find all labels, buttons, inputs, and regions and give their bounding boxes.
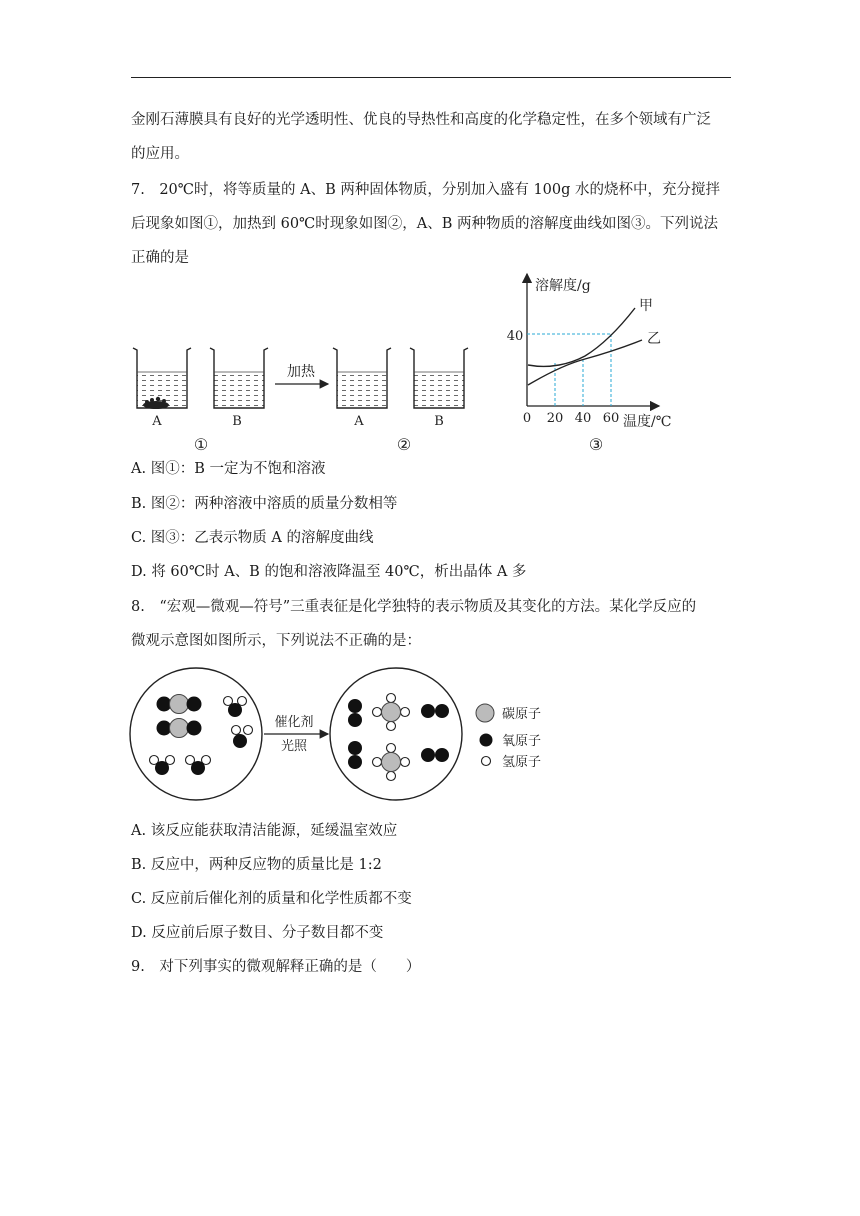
beaker-label-b-1: B <box>232 414 242 429</box>
legend-carbon: 碳原子 <box>502 707 542 722</box>
x-tick-20: 20 <box>546 411 564 426</box>
light-label: 光照 <box>280 739 308 754</box>
hydrogen-atom-icon <box>482 757 491 766</box>
h2o-molecule <box>232 726 253 749</box>
q8-option-b: B. 反应中，两种反应物的质量比是 1:2 <box>131 857 382 873</box>
beaker-label-a-1: A <box>152 414 162 429</box>
h2o-molecule <box>186 756 211 776</box>
co2-molecule <box>157 719 202 738</box>
q8-figure <box>128 662 588 808</box>
legend-oxygen: 氧原子 <box>502 734 542 749</box>
beaker-label-a-2: A <box>354 414 364 429</box>
figure-label-2: ② <box>396 435 412 454</box>
q7-stem-line-2: 后现象如图①，加热到 60℃时现象如图②，A、B 两种物质的溶解度曲线如图③。下列说法 <box>131 216 719 232</box>
products-circle <box>330 668 462 800</box>
q7-option-a: A. 图①：B 一定为不饱和溶液 <box>131 461 326 477</box>
q8-option-d: D. 反应前后原子数目、分子数目都不变 <box>131 925 384 941</box>
co2-molecule <box>157 695 202 714</box>
header-rule <box>131 77 731 78</box>
curve-jia <box>528 308 635 366</box>
legend-hydrogen: 氢原子 <box>502 755 542 770</box>
q8-option-a: A. 该反应能获取清洁能源，延缓温室效应 <box>131 823 398 839</box>
x-tick-0: 0 <box>522 411 532 426</box>
beaker-b-1 <box>210 348 268 408</box>
q7-stem-line-1: 7. 20℃时，将等质量的 A、B 两种固体物质，分别加入盛有 100g 水的烧杯中，充分搅拌 <box>131 182 721 198</box>
ch4-molecule <box>373 694 410 731</box>
y-axis-label: 溶解度/g <box>535 278 591 294</box>
figure-label-1: ① <box>193 435 209 454</box>
q7-figure <box>125 268 695 458</box>
beaker-a-1 <box>133 348 191 409</box>
curve-label-yi: 乙 <box>647 331 661 347</box>
catalyst-label: 催化剂 <box>274 715 314 730</box>
beaker-b-2 <box>410 348 468 408</box>
curve-yi <box>528 340 642 385</box>
q9-stem-line-1: 9. 对下列事实的微观解释正确的是（ ） <box>131 959 421 975</box>
q8-stem-line-1: 8. “宏观—微观—符号”三重表征是化学独特的表示物质及其变化的方法。某化学反应的 <box>131 599 697 615</box>
y-tick-40: 40 <box>506 329 524 344</box>
intro-line-1: 金刚石薄膜具有良好的光学透明性、优良的导热性和高度的化学稳定性，在多个领域有广泛 <box>131 112 711 128</box>
x-axis-label: 温度/℃ <box>623 414 672 430</box>
carbon-atom-icon <box>476 704 494 722</box>
q7-option-c: C. 图③：乙表示物质 A 的溶解度曲线 <box>131 530 374 546</box>
heat-label: 加热 <box>287 364 315 380</box>
o2-molecule <box>348 699 362 727</box>
o2-molecule <box>421 748 449 762</box>
q8-stem-line-2: 微观示意图如图所示，下列说法不正确的是： <box>131 633 421 649</box>
reactants-circle <box>130 668 262 800</box>
figure-label-3: ③ <box>588 435 604 454</box>
solubility-graph <box>507 274 672 430</box>
curve-label-jia: 甲 <box>639 298 653 314</box>
o2-molecule <box>348 741 362 769</box>
h2o-molecule <box>224 697 247 718</box>
o2-molecule <box>421 704 449 718</box>
x-tick-60: 60 <box>602 411 620 426</box>
beaker-a-2 <box>333 348 391 408</box>
q7-option-b: B. 图②：两种溶液中溶质的质量分数相等 <box>131 496 398 512</box>
intro-line-2: 的应用。 <box>131 146 189 162</box>
x-tick-40: 40 <box>574 411 592 426</box>
beaker-label-b-2: B <box>434 414 444 429</box>
h2o-molecule <box>150 756 175 776</box>
oxygen-atom-icon <box>480 734 493 747</box>
q7-stem-line-3: 正确的是 <box>131 250 189 266</box>
atom-legend <box>476 704 541 770</box>
ch4-molecule <box>373 744 410 781</box>
q7-option-d: D. 将 60℃时 A、B 的饱和溶液降温至 40℃，析出晶体 A 多 <box>131 564 527 580</box>
q8-option-c: C. 反应前后催化剂的质量和化学性质都不变 <box>131 891 412 907</box>
